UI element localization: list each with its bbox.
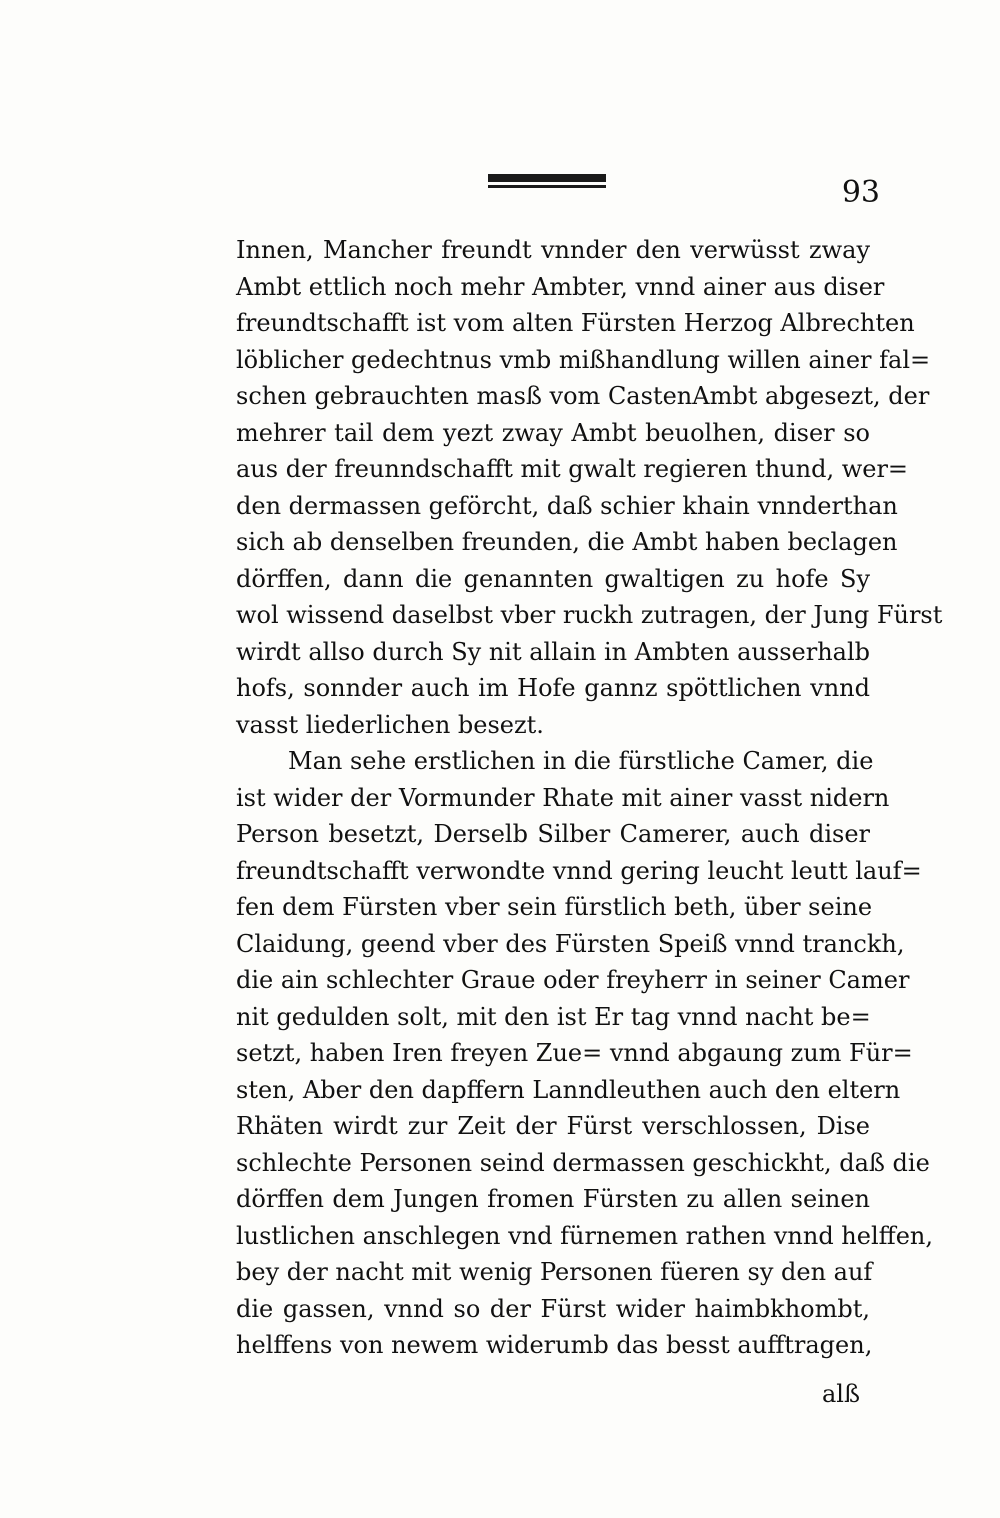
page-number: 93 [841,175,880,210]
text-line: freundtschafft ist vom alten Fürsten Herzog Albrechten [236,309,915,337]
text-line: setzt, haben Iren freyen Zue= vnnd abgaung zum Für= [236,1039,913,1067]
text-line: wol wissend daselbst vber ruckh zutragen, der Jung Fürst [236,601,943,629]
text-line: hofs, sonnder auch im Hofe gannz spöttlichen vnnd [236,674,870,702]
text-line: Man sehe erstlichen in die fürstliche Camer, die [288,747,874,775]
catchword: alß [821,1380,860,1408]
text-line: Innen, Mancher freundt vnnder den verwüsst zway [236,236,870,264]
text-line: Ambt ettlich noch mehr Ambter, vnnd ainer aus diser [236,272,885,301]
text-line: schen gebrauchten masß vom CastenAmbt abgesezt, der [236,382,930,410]
text-line: lustlichen anschlegen vnd fürnemen rathen vnnd helffen, [236,1221,933,1250]
body-text [236,232,943,1364]
text-line: sten, Aber den dapffern Lanndleuthen auch den eltern [236,1075,901,1104]
text-line: die ain schlechter Graue oder freyherr in seiner Camer [236,966,910,994]
text-line: dörffen, dann die genannten gwaltigen zu hofe Sy [236,564,870,593]
text-line: den dermassen geförcht, daß schier khain vnnderthan [236,491,898,520]
text-line: aus der freunndschafft mit gwalt regieren thund, wer= [236,455,909,483]
text-line: bey der nacht mit wenig Personen füeren sy den auf [236,1258,873,1286]
text-line: fen dem Fürsten vber sein fürstlich beth, über seine [236,893,873,921]
text-line: schlechte Personen seind dermassen geschickht, daß die [236,1148,930,1177]
text-line: freundtschafft verwondte vnnd gering leucht leutt lauf= [236,856,922,885]
header-ornament [488,172,606,190]
text-line: nit gedulden solt, mit den ist Er tag vnnd nacht be= [236,1002,871,1031]
text-line: Rhäten wirdt zur Zeit der Fürst verschlossen, Dise [236,1112,870,1140]
text-line: Claidung, geend vber des Fürsten Speiß vnnd tranckh, [236,929,905,958]
text-line: löblicher gedechtnus vmb mißhandlung willen ainer fal= [236,345,931,374]
text-line: helffens von newem widerumb das besst aufftragen, [236,1331,873,1359]
text-line: dörffen dem Jungen fromen Fürsten zu allen seinen [236,1185,870,1213]
ornament-thin-rule [488,185,606,188]
text-line: mehrer tail dem yezt zway Ambt beuolhen, diser so [236,418,870,447]
text-line: die gassen, vnnd so der Fürst wider haimbkhombt, [236,1294,870,1323]
text-line: ist wider der Vormunder Rhate mit ainer vasst nidern [236,783,890,812]
text-line: Person besetzt, Derselb Silber Camerer, auch diser [236,820,870,848]
ornament-thick-rule [488,174,606,182]
text-line: sich ab denselben freunden, die Ambt haben beclagen [236,528,898,556]
text-line: wirdt allso durch Sy nit allain in Ambten ausserhalb [236,637,870,666]
text-line: vasst liederlichen besezt. [236,710,544,739]
